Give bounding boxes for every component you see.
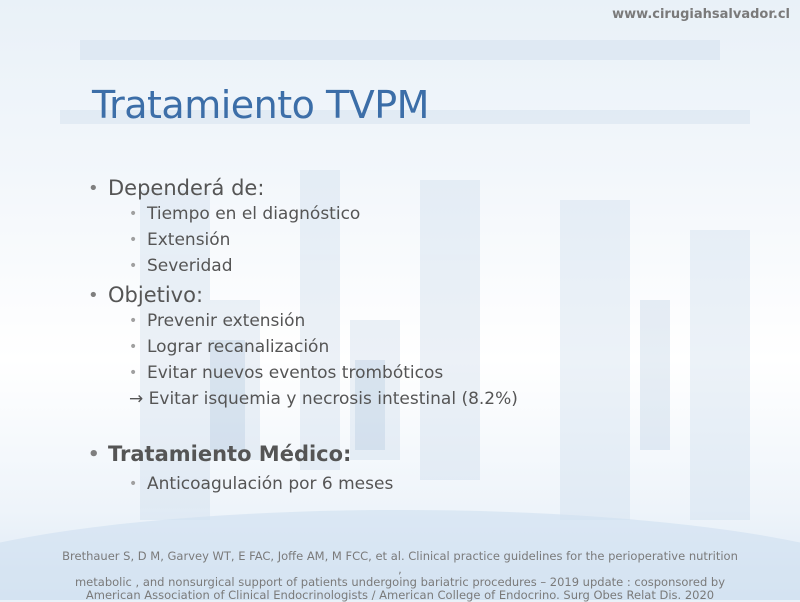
sub-bullet-text: Prevenir extensión <box>147 311 306 331</box>
sub-bullet <box>88 360 778 386</box>
sub-bullet <box>88 227 778 253</box>
bullet-icon: • <box>129 232 138 248</box>
sub-bullet <box>88 471 778 497</box>
slide-title: Tratamiento TVPM <box>92 83 429 128</box>
sub-bullet-text: Severidad <box>147 256 233 276</box>
sub-bullet-text: Lograr recanalización <box>147 337 330 357</box>
sub-bullet-text: Extensión <box>147 230 231 250</box>
bullet-heading-medical-treatment <box>88 442 778 467</box>
sub-bullet <box>88 253 778 279</box>
bullet-heading-depends <box>88 176 778 201</box>
bullet-icon: • <box>88 178 99 199</box>
bullet-icon: • <box>129 258 138 274</box>
slide-content <box>88 176 778 497</box>
bullet-icon: • <box>88 285 99 306</box>
bullet-icon: • <box>88 444 100 465</box>
heading-text: Tratamiento Médico: <box>108 442 352 466</box>
arrow-note <box>88 386 778 412</box>
heading-text: Dependerá de: <box>108 176 265 200</box>
citation-line: Brethauer S, D M, Garvey WT, E FAC, Joffe AM, M FCC, et al. Clinical practice guidelines for the perioperative nutrition , <box>62 549 738 576</box>
website-url: www.cirugiahsalvador.cl <box>612 7 790 22</box>
sub-bullet-text: Anticoagulación por 6 meses <box>147 474 394 494</box>
heading-text: Objetivo: <box>108 283 204 307</box>
arrow-right-icon: → <box>129 389 144 409</box>
sub-bullet-text: Evitar nuevos eventos trombóticos <box>147 363 444 383</box>
citation-line: metabolic , and nonsurgical support of patients undergoing bariatric procedures – 2019 update : cosponsored by <box>74 575 725 589</box>
sub-bullet <box>88 308 778 334</box>
bullet-icon: • <box>129 313 138 329</box>
citation-line: American Association of Clinical Endocrinologists / American College of Endocrino. Surg Obes Relat Dis. 2020 <box>85 588 715 602</box>
sub-bullet <box>88 201 778 227</box>
sub-bullet-text: Tiempo en el diagnóstico <box>147 204 361 224</box>
spacer <box>88 412 778 442</box>
bullet-icon: • <box>129 365 138 381</box>
arrow-note-text: Evitar isquemia y necrosis intestinal (8.2%) <box>148 389 518 409</box>
citation-reference <box>60 550 740 602</box>
bullet-heading-objective <box>88 283 778 308</box>
sub-bullet <box>88 334 778 360</box>
bullet-icon: • <box>129 339 138 355</box>
bullet-icon: • <box>129 206 138 222</box>
bullet-icon: • <box>129 476 138 492</box>
